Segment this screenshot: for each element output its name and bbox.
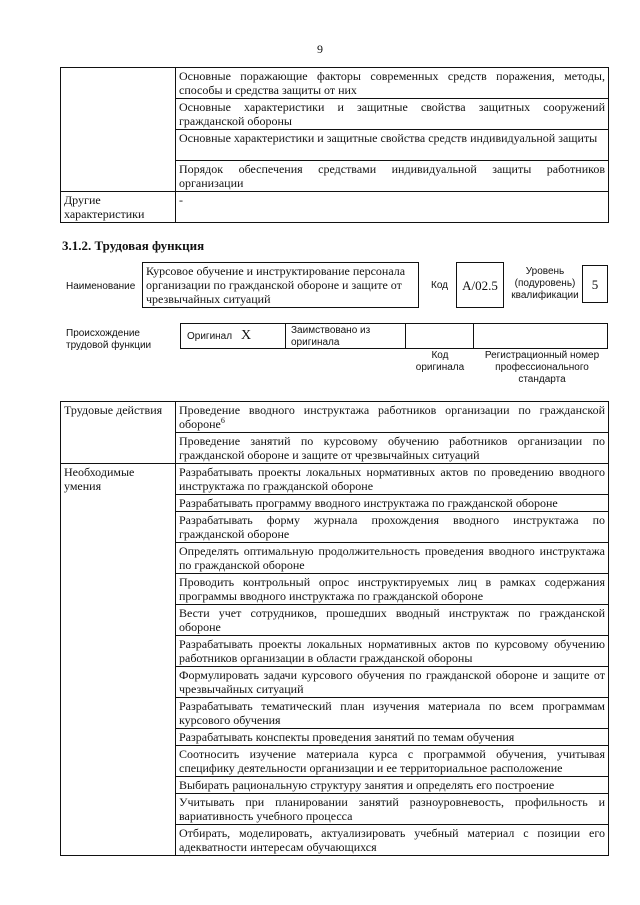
footnote-mark: 6	[220, 416, 225, 425]
labor-action-item	[176, 402, 609, 433]
origin-label: Происхождение трудовой функции	[66, 328, 152, 351]
section-title: 3.1.2. Трудовая функция	[62, 238, 205, 253]
code-value: A/02.5	[456, 262, 504, 308]
page-number: 9	[317, 42, 323, 56]
labor-function-table	[60, 401, 609, 856]
skill-item: Разрабатывать программу вводного инструктажа по гражданской обороне	[176, 495, 609, 512]
code-original-caption: Код оригинала	[415, 350, 465, 373]
skill-item: Проводить контрольный опрос инструктируемых лиц в рамках содержания программы вводного инструктажа по гражданской обороне	[176, 574, 609, 605]
skill-item: Разрабатывать проекты локальных нормативных актов по курсовому обучению работников организации в области гражданской обороны	[176, 636, 609, 667]
skills-label: Необходимые умения	[61, 464, 176, 856]
original-mark: X	[241, 328, 252, 343]
original-label: Оригинал	[187, 331, 233, 342]
registration-caption: Регистрационный номер профессионального стандарта	[484, 350, 600, 385]
skill-item: Формулировать задачи курсового обучения по гражданской обороне и защите от чрезвычайных ситуаций	[176, 667, 609, 698]
labor-action-item: Проведение занятий по курсовому обучению работников организации по гражданской обороне и защите от чрезвычайных ситуаций	[176, 433, 609, 464]
function-name: Курсовое обучение и инструктирование персонала организации по гражданской обороне и защите от чрезвычайных ситуаций	[142, 262, 419, 308]
borrowed-label: Заимствовано из оригинала	[291, 325, 371, 348]
other-characteristics-value: -	[176, 192, 609, 223]
divider	[285, 324, 286, 348]
skill-item: Вести учет сотрудников, прошедших вводный инструктаж по гражданской обороне	[176, 605, 609, 636]
skill-item: Соотносить изучение материала курса с программой обучения, учитывая специфику деятельности организации и ее территориальное расположение	[176, 746, 609, 777]
code-label: Код	[431, 280, 449, 291]
other-characteristics-label: Другие характеристики	[61, 192, 176, 223]
skill-item: Учитывать при планировании занятий разноуровневость, профильность и вариативность учебного процесса	[176, 794, 609, 825]
skill-item: Разрабатывать проекты локальных нормативных актов по проведению вводного инструктажа по гражданской обороне	[176, 464, 609, 495]
level-value: 5	[582, 265, 608, 303]
divider	[405, 324, 406, 348]
skill-item: Разрабатывать конспекты проведения занятий по темам обучения	[176, 729, 609, 746]
skill-item: Отбирать, моделировать, актуализировать учебный материал с позиции его адекватности интересам обучающихся	[176, 825, 609, 856]
knowledge-label-cell	[61, 68, 176, 192]
knowledge-item: Основные характеристики и защитные свойства защитных сооружений гражданской обороны	[176, 99, 609, 130]
name-label: Наименование	[66, 281, 136, 292]
knowledge-item: Основные поражающие факторы современных средств поражения, методы, способы и средства защиты от них	[176, 68, 609, 99]
labor-action-text: Проведение вводного инструктажа работников организации по гражданской обороне	[179, 403, 605, 431]
origin-box	[180, 323, 608, 349]
knowledge-item: Порядок обеспечения средствами индивидуальной защиты работников организации	[176, 161, 609, 192]
knowledge-table	[60, 67, 609, 223]
level-label: Уровень (подуровень) квалификации	[511, 266, 579, 301]
knowledge-item: Основные характеристики и защитные свойства средств индивидуальной защиты	[176, 130, 609, 161]
skill-item: Разрабатывать форму журнала прохождения вводного инструктажа по гражданской обороне	[176, 512, 609, 543]
skill-item: Разрабатывать тематический план изучения материала по всем программам курсового обучения	[176, 698, 609, 729]
labor-actions-label: Трудовые действия	[61, 402, 176, 464]
skill-item: Определять оптимальную продолжительность проведения вводного инструктажа по гражданской обороне	[176, 543, 609, 574]
divider	[473, 324, 474, 348]
skill-item: Выбирать рациональную структуру занятия и определять его построение	[176, 777, 609, 794]
